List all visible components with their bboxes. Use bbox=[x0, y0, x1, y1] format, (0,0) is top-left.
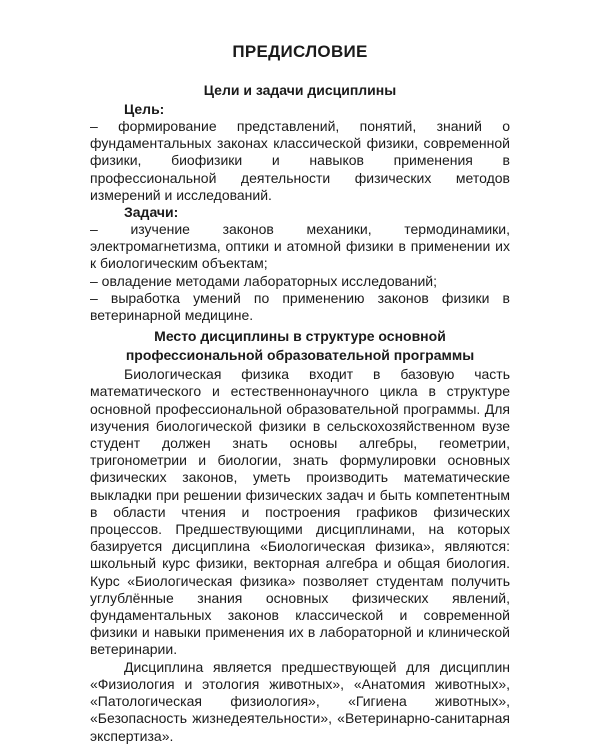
task-item: – овладение методами лабораторных исследований; bbox=[90, 272, 437, 289]
goal-label: Цель: bbox=[124, 101, 165, 117]
tasks-label: Задачи: bbox=[124, 204, 179, 221]
section-title-place-line2: профессиональной образовательной программы bbox=[125, 347, 475, 364]
page-title: ПРЕДИСЛОВИЕ bbox=[232, 42, 368, 61]
task-item: – изучение законов механики, термодинамики, электромагнетизма, оптики и атомной физики в применении их к биологическим объектам; bbox=[90, 221, 510, 272]
body-paragraph: Дисциплина является предшествующей для дисциплин «Физиология и этология животных», «Анатомия животных», «Патологическая физиология», «Гигиена животных», «Безопасность жизнедеятельности», «Ветеринарно-санитарная экспертиза». bbox=[90, 658, 510, 744]
section-title-goals: Цели и задачи дисциплины bbox=[203, 82, 397, 98]
goal-text: – формирование представлений, понятий, знаний о фундаментальных законах классической физики, современной физики, биофизики и навыков применения в профессиональной деятельности физических методов измерений и исследований. bbox=[90, 118, 510, 203]
section-title-place-line1: Место дисциплины в структуре основной bbox=[154, 328, 446, 345]
task-item: – выработка умений по применению законов физики в ветеринарной медицине. bbox=[90, 289, 510, 324]
body-paragraph: Биологическая физика входит в базовую часть математического и естественнонаучного цикла в структуре основной профессиональной образовательной программы. Для изучения биологической физики в сельскохозяйственном вузе студент должен знать основы алгебры, геометрии, тригонометрии и биологии, знать формулировки основных физических законов, уметь производить математические выкладки при решении физических задач и быть компетентным в области чтения и построения графиков физических процессов. Предшествующими дисциплинами, на которых базируется дисциплина «Биологическая физика», являются: школьный курс физики, векторная алгебра и общая биология. Курс «Биологическая физика» позволяет студентам получить углублённые знания основных физических явлений, фундаментальных законов классической и современной физики и навыки применения их в лабораторной и клинической ветеринарии. bbox=[90, 366, 510, 658]
